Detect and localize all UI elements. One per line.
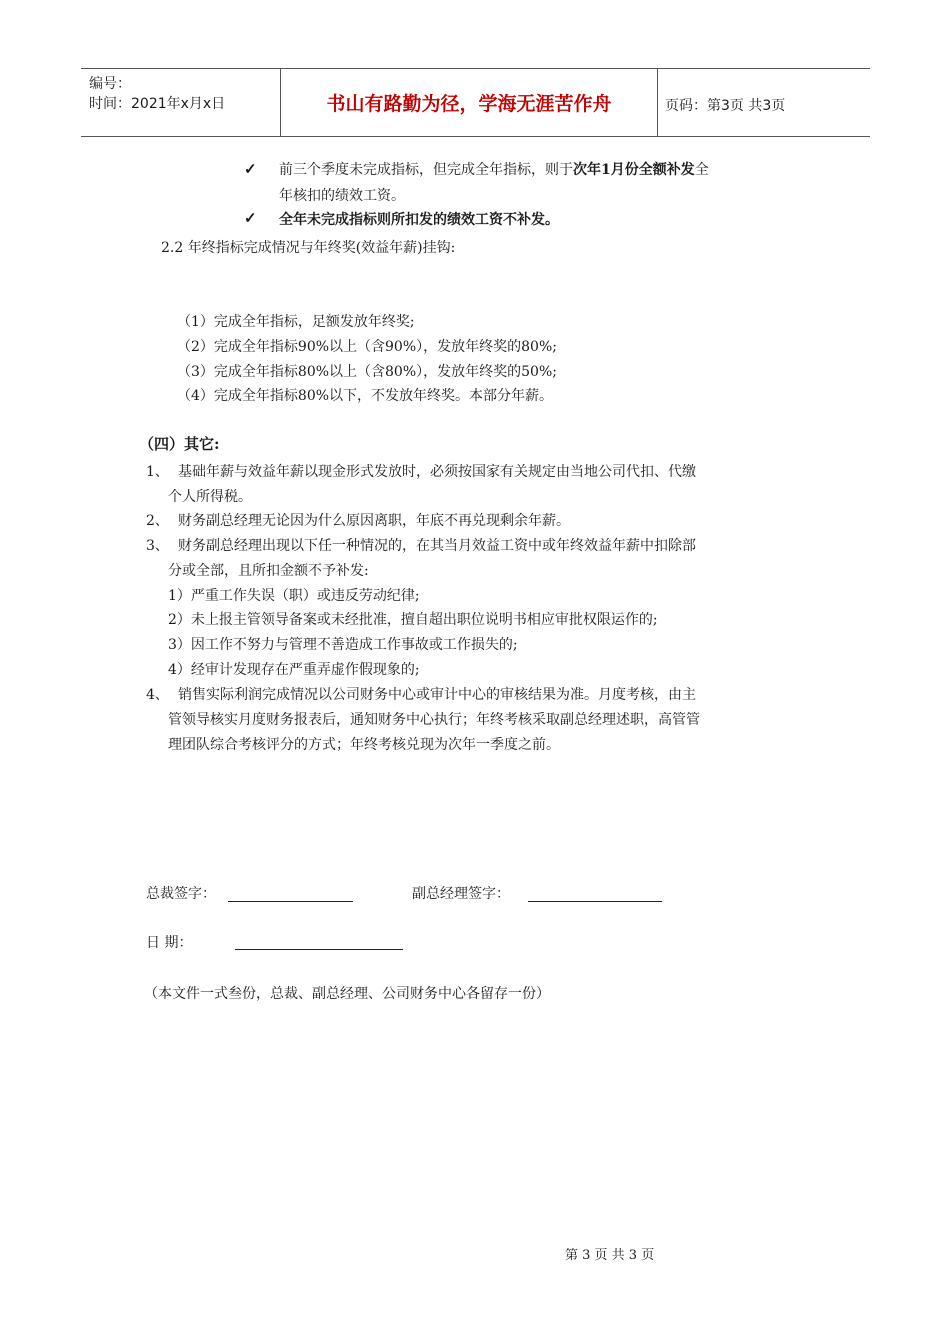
header-left-cell <box>81 69 280 136</box>
paragraph-2-line-1: 财务副总经理无论因为什么原因离职，年底不再兑现剩余年薪。 <box>178 513 570 529</box>
check-icon: ✓ <box>244 160 257 178</box>
list-item: 4）经审计发现存在严重弄虚作假现象的; <box>168 662 420 678</box>
header-page-label: 页码：第3页 共3页 <box>665 98 786 114</box>
paragraph-number: 1、 <box>146 464 169 480</box>
header-motto: 书山有路勤为径，学海无涯苦作舟 <box>280 69 658 136</box>
check-icon: ✓ <box>244 209 257 227</box>
vp-signature-label: 副总经理签字： <box>412 886 510 902</box>
bullet-1-line-2: 年核扣的绩效工资。 <box>279 188 405 204</box>
date-label: 日 期： <box>146 935 193 951</box>
president-signature-line[interactable] <box>228 901 353 902</box>
section-2-2-title: 2.2 年终指标完成情况与年终奖(效益年薪)挂钩: <box>161 240 456 256</box>
list-item: 1）严重工作失误（职）或违反劳动纪律; <box>168 588 420 604</box>
paragraph-1-line-1: 基础年薪与效益年薪以现金形式发放时，必须按国家有关规定由当地公司代扣、代缴 <box>178 464 696 480</box>
list-item: （3）完成全年指标80%以上（含80%），发放年终奖的50%; <box>177 364 557 380</box>
list-item: （2）完成全年指标90%以上（含90%），发放年终奖的80%; <box>177 339 557 355</box>
page-footer: 第 3 页 共 3 页 <box>565 1248 655 1263</box>
paragraph-number: 3、 <box>146 538 169 554</box>
bullet-2: 全年未完成指标则所扣发的绩效工资不补发。 <box>279 212 559 228</box>
bullet-1-text-a: 前三个季度未完成指标，但完成全年指标，则于 <box>279 162 573 178</box>
list-item: 2）未上报主管领导备案或未经批准，擅自超出职位说明书相应审批权限运作的; <box>168 612 658 628</box>
paragraph-3-line-1: 财务副总经理出现以下任一种情况的，在其当月效益工资中或年终效益年薪中扣除部 <box>178 538 696 554</box>
paragraph-number: 2、 <box>146 513 169 529</box>
list-item: 3）因工作不努力与管理不善造成工作事故或工作损失的; <box>168 637 518 653</box>
list-item: （1）完成全年指标，足额发放年终奖; <box>177 314 415 330</box>
date-line[interactable] <box>235 949 403 950</box>
paragraph-4-line-1: 销售实际利润完成情况以公司财务中心或审计中心的审核结果为准。月度考核，由主 <box>178 687 696 703</box>
document-number-label: 编号： <box>89 76 131 92</box>
list-item: （4）完成全年指标80%以下，不发放年终奖。本部分年薪。 <box>177 388 554 404</box>
paragraph-4-line-2: 管领导核实月度财务报表后，通知财务中心执行；年终考核采取副总经理述职，高管管 <box>168 712 700 728</box>
section-heading-other: （四）其它: <box>139 435 220 453</box>
page-header <box>81 68 870 137</box>
document-time-label: 时间：2021年x月x日 <box>89 96 226 112</box>
paragraph-number: 4、 <box>146 687 169 703</box>
copies-note: （本文件一式叁份，总裁、副总经理、公司财务中心各留存一份） <box>144 986 550 1002</box>
president-signature-label: 总裁签字： <box>146 886 216 902</box>
vp-signature-line[interactable] <box>528 901 662 902</box>
bullet-1-text-bold: 次年1月份全额补发 <box>573 162 695 178</box>
paragraph-1-line-2: 个人所得税。 <box>168 489 252 505</box>
bullet-1-line-1 <box>279 160 709 180</box>
paragraph-3-line-2: 分或全部，且所扣金额不予补发: <box>168 563 369 579</box>
paragraph-4-line-3: 理团队综合考核评分的方式；年终考核兑现为次年一季度之前。 <box>168 737 560 753</box>
bullet-1-text-b: 全 <box>694 162 709 178</box>
